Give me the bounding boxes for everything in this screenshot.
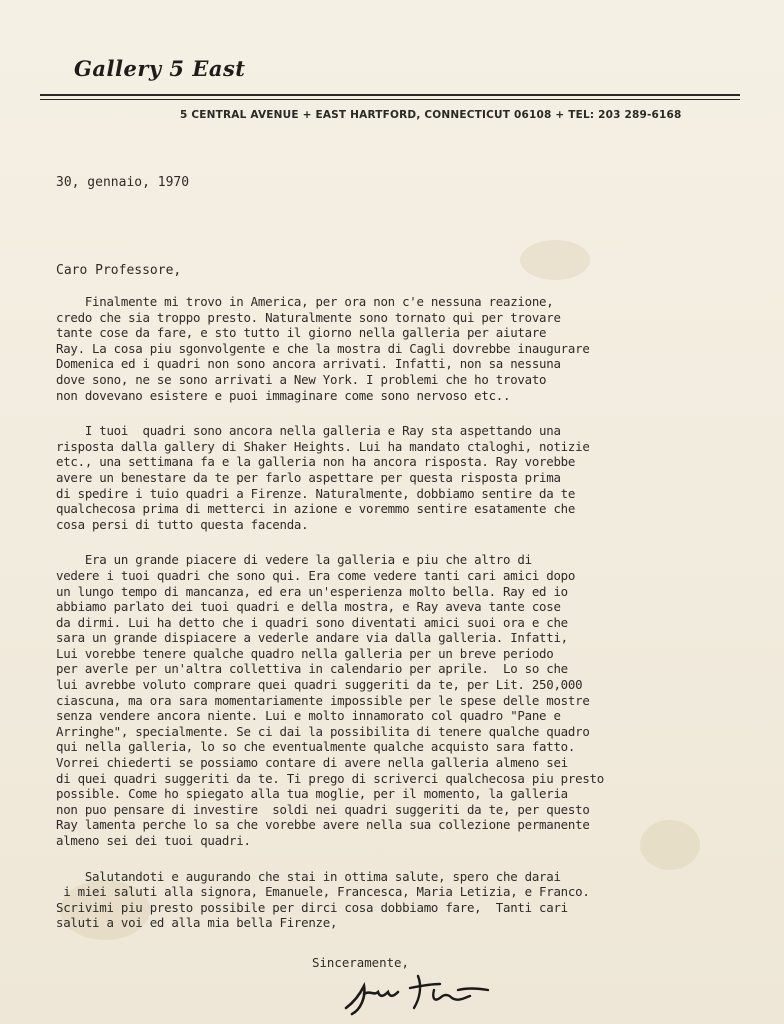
letterhead-rule-thin — [40, 99, 740, 100]
letter-line: Arringhe", specialmente. Se ci dai la possibilita di tenere qualche quadro — [56, 723, 590, 739]
letter-line: ciascuna, ma ora sara momentariamente impossible per le spese delle mostre — [56, 692, 590, 708]
letter-line: i miei saluti alla signora, Emanuele, Francesca, Maria Letizia, e Franco. — [56, 884, 590, 900]
letterhead-address: 5 CENTRAL AVENUE + EAST HARTFORD, CONNECTICUT 06108 + TEL: 203 289-6168 — [180, 109, 682, 121]
letter-line: un lungo tempo di mancanza, ed era un'esperienza molto bella. Ray ed io — [56, 583, 568, 599]
letter-line: possible. Come ho spiegato alla tua moglie, per il momento, la galleria — [56, 786, 568, 802]
letter-line: Domenica ed i quadri non sono ancora arrivati. Infatti, non sa nessuna — [56, 356, 561, 372]
letter-line: qualchecosa prima di metterci in azione e voremmo sentire esatamente che — [56, 501, 576, 517]
letter-line: etc., una settimana fa e la galleria non ha ancora risposta. Ray vorebbe — [56, 454, 576, 470]
letter-line: non puo pensare di investire soldi nei quadri suggeriti da te, per questo — [56, 801, 590, 817]
closing: Sinceramente, — [312, 955, 409, 970]
letter-line: Lui vorebbe tenere qualche quadro nella galleria per un breve periodo — [56, 645, 554, 661]
letter-line: avere un benestare da te per farlo aspettare per questa risposta prima — [56, 469, 561, 485]
letter-date: 30, gennaio, 1970 — [56, 175, 190, 190]
letter-line: Ray. La cosa piu sgonvolgente e che la mostra di Cagli dovrebbe inaugurare — [56, 340, 590, 356]
letter-line: dove sono, ne se sono arrivati a New York. I problemi che ho trovato — [56, 371, 547, 387]
letter-line: tante cose da fare, e sto tutto il giorno nella galleria per aiutare — [56, 325, 547, 341]
letter-paragraph — [56, 869, 756, 931]
letter-line: sara un grande dispiacere a vederle andare via dalla galleria. Infatti, — [56, 630, 568, 646]
handwritten-signature-icon — [340, 968, 500, 1018]
letter-line: cosa persi di tutto questa facenda. — [56, 516, 309, 532]
letter-line: risposta dalla gallery di Shaker Heights. Lui ha mandato ctaloghi, notizie — [56, 438, 590, 454]
letter-body — [56, 294, 756, 951]
letter-line: almeno sei dei tuoi quadri. — [56, 833, 251, 848]
letter-line: I tuoi quadri sono ancora nella galleria e Ray sta aspettando una — [56, 423, 561, 439]
letter-line: lui avrebbe voluto comprare quei quadri suggeriti da te, per Lit. 250,000 — [56, 677, 583, 693]
letter-line: Vorrei chiederti se possiamo contare di avere nella galleria almeno sei — [56, 755, 568, 771]
paper-stain — [520, 240, 590, 280]
letter-line: Era un grande piacere di vedere la galleria e piu che altro di — [56, 552, 532, 568]
letter-paragraph — [56, 294, 756, 403]
letter-line: senza vendere ancora niente. Lui e molto innamorato col quadro "Pane e — [56, 708, 561, 724]
letter-line: non dovevano esistere e puoi immaginare come sono nervoso etc.. — [56, 387, 511, 403]
letter-line: da dirmi. Lui ha detto che i quadri sono diventati amici suoi ora e che — [56, 614, 568, 630]
letterhead-rule — [40, 94, 740, 96]
letter-line: saluti a voi ed alla mia bella Firenze, — [56, 915, 338, 931]
letter-line: qui nella galleria, lo so che eventualmente qualche acquisto sara fatto. — [56, 739, 576, 755]
letter-paragraph — [56, 552, 756, 848]
letter-line: di quei quadri suggeriti da te. Ti prego di scriverci qualchecosa piu presto — [56, 770, 604, 786]
letter-line: vedere i tuoi quadri che sono qui. Era come vedere tanti cari amici dopo — [56, 567, 576, 583]
letter-line: credo che sia troppo presto. Naturalmente sono tornato qui per trovare — [56, 309, 561, 325]
letter-line: abbiamo parlato dei tuoi quadri e della mostra, e Ray aveva tante cose — [56, 599, 561, 615]
letter-line: Finalmente mi trovo in America, per ora non c'e nessuna reazione, — [56, 294, 554, 309]
letter-line: per averle per un'altra collettiva in calendario per aprile. Lo so che — [56, 661, 568, 677]
gallery-logo: Gallery 5 East — [74, 56, 246, 81]
letter-line: Scrivimi piu presto possibile per dirci cosa dobbiamo fare, Tanti cari — [56, 899, 568, 915]
letter-line: Ray lamenta perche lo sa che vorebbe avere nella sua collezione permanente — [56, 817, 590, 833]
salutation: Caro Professore, — [56, 263, 182, 278]
letter-line: di spedire i tuio quadri a Firenze. Naturalmente, dobbiamo sentire da te — [56, 485, 576, 501]
letter-paragraph — [56, 423, 756, 532]
letter-line: Salutandoti e augurando che stai in ottima salute, spero che darai — [56, 868, 561, 884]
